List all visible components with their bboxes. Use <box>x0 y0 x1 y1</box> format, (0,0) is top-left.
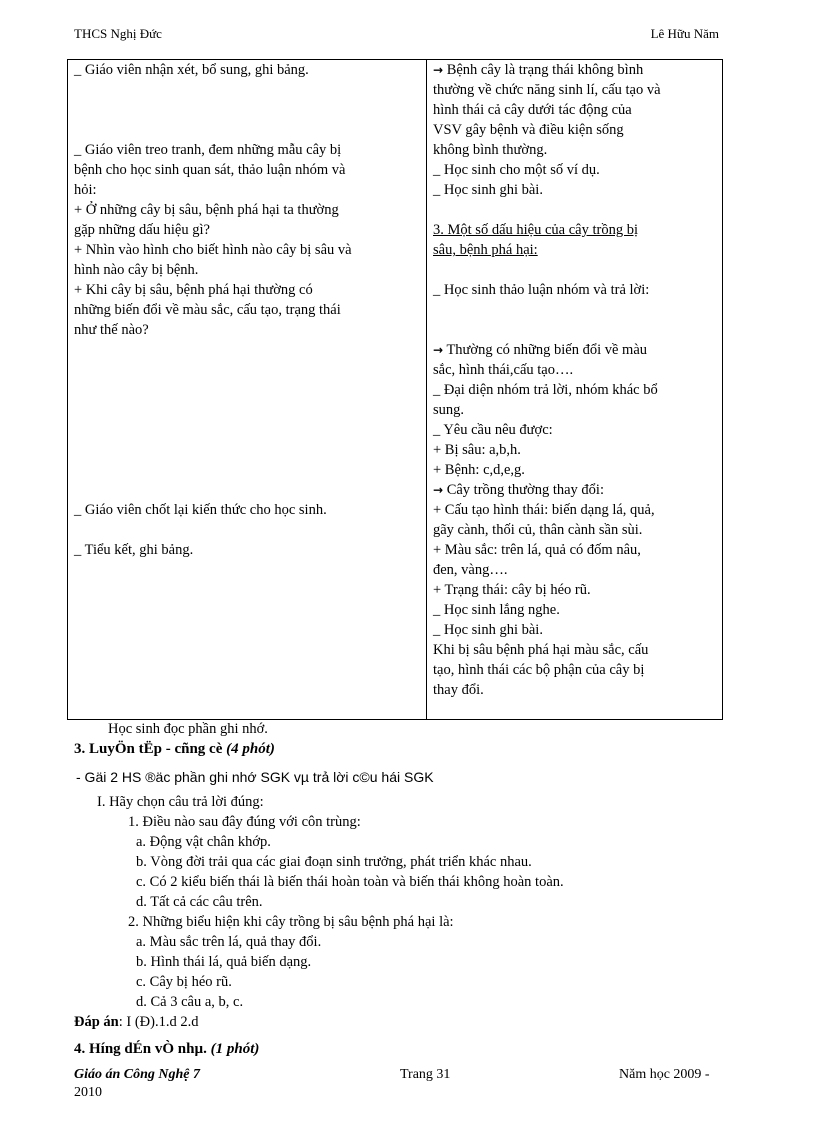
right-line: + Cấu tạo hình thái: biến dạng lá, quả, <box>433 502 655 518</box>
section-heading: sâu, bệnh phá hại: <box>433 242 538 258</box>
right-line: _ Học sinh cho một số ví dụ. <box>433 162 600 178</box>
left-line: + Khi cây bị sâu, bệnh phá hại thường có <box>74 282 313 298</box>
teacher-activity-cell <box>68 60 427 720</box>
right-line: không bình thường. <box>433 142 548 158</box>
right-line: → Thường có những biến đổi về màu <box>433 342 648 358</box>
lesson-table <box>67 59 723 720</box>
right-line: + Trạng thái: cây bị héo rũ. <box>433 582 591 598</box>
q2-option: a. Màu sắc trên lá, quả thay đổi. <box>136 934 322 950</box>
right-line: hình thái cả cây dưới tác động của <box>433 102 632 118</box>
header-author: Lê Hữu Năm <box>650 26 719 41</box>
left-line: _ Tiểu kết, ghi bảng. <box>74 542 194 558</box>
footer-year-end: 2010 <box>74 1085 102 1100</box>
right-line: _ Yêu cầu nêu được: <box>433 422 553 438</box>
section4-title: 4. Híng dÉn vÒ nhµ. (1 phót) <box>74 1041 260 1057</box>
q1-option: a. Động vật chân khớp. <box>136 834 271 850</box>
left-line: hỏi: <box>74 182 97 198</box>
right-line: tạo, hình thái các bộ phận của cây bị <box>433 662 645 678</box>
arrow-right-icon: → <box>433 343 444 357</box>
left-line: + Ở những cây bị sâu, bệnh phá hại ta thường <box>74 202 339 218</box>
right-line: VSV gây bệnh và điều kiện sống <box>433 122 624 138</box>
right-line: → Cây trồng thường thay đổi: <box>433 482 604 498</box>
right-line: Khi bị sâu bệnh phá hại màu sắc, cấu <box>433 642 649 658</box>
q2-option: b. Hình thái lá, quả biến dạng. <box>136 954 312 970</box>
question-1: 1. Điều nào sau đây đúng với côn trùng: <box>128 814 361 830</box>
left-line: _ Giáo viên chốt lại kiến thức cho học sinh. <box>74 502 327 518</box>
left-line: gặp những dấu hiệu gì? <box>74 222 210 238</box>
q1-option: d. Tất cả các câu trên. <box>136 894 263 910</box>
header-school: THCS Nghị Đức <box>74 26 162 41</box>
right-line: thường về chức năng sinh lí, cấu tạo và <box>433 82 661 98</box>
q2-option: d. Cả 3 câu a, b, c. <box>136 994 244 1010</box>
left-line: + Nhìn vào hình cho biết hình nào cây bị sâu và <box>74 242 352 258</box>
right-line: gãy cành, thối củ, thân cành sần sùi. <box>433 522 643 538</box>
right-line: + Bệnh: c,d,e,g. <box>433 462 525 478</box>
right-line: + Màu sắc: trên lá, quả có đốm nâu, <box>433 542 641 558</box>
left-line: _ Giáo viên treo tranh, đem những mẫu cây bị <box>74 142 342 158</box>
left-line: như thế nào? <box>74 322 149 338</box>
section-heading: 3. Một số dấu hiệu của cây trồng bị <box>433 222 638 238</box>
right-line: đen, vàng…. <box>433 562 508 578</box>
footer-school-year: Năm học 2009 - <box>619 1067 710 1082</box>
right-line: sung. <box>433 402 465 418</box>
left-line: bệnh cho học sinh quan sát, thảo luận nhóm và <box>74 162 346 178</box>
q1-option: c. Có 2 kiểu biến thái là biến thái hoàn toàn và biến thái không hoàn toàn. <box>136 874 564 890</box>
right-line: → Bệnh cây là trạng thái không bình <box>433 62 644 78</box>
arrow-right-icon: → <box>433 63 444 77</box>
note-line: Học sinh đọc phần ghi nhớ. <box>108 721 268 737</box>
right-line: _ Học sinh ghi bài. <box>433 622 543 638</box>
footer-course: Giáo án Công Nghệ 7 <box>74 1067 201 1082</box>
question-heading: I. Hãy chọn câu trả lời đúng: <box>97 794 264 810</box>
right-line: sắc, hình thái,cấu tạo…. <box>433 362 574 378</box>
q1-option: b. Vòng đời trải qua các giai đoạn sinh trưởng, phát triển khác nhau. <box>136 854 532 870</box>
right-line: _ Học sinh lắng nghe. <box>433 602 560 618</box>
right-line: _ Đại diện nhóm trả lời, nhóm khác bổ <box>433 382 658 398</box>
q2-option: c. Cây bị héo rũ. <box>136 974 232 990</box>
arrow-right-icon: → <box>433 483 444 497</box>
right-line: _ Học sinh thảo luận nhóm và trả lời: <box>433 282 650 298</box>
footer-page: Trang 31 <box>400 1067 451 1082</box>
student-activity-cell <box>427 60 723 720</box>
answer-line: Đáp án: I (Đ).1.d 2.d <box>74 1014 199 1030</box>
right-line: _ Học sinh ghi bài. <box>433 182 543 198</box>
right-line: thay đổi. <box>433 682 484 698</box>
left-line: những biến đổi về màu sắc, cấu tạo, trạng thái <box>74 302 341 318</box>
section3-instruction: - Gäi 2 HS ®äc phần ghi nhớ SGK vµ trả lời c©u hái SGK <box>76 769 434 785</box>
left-line: _ Giáo viên nhận xét, bổ sung, ghi bảng. <box>74 62 309 78</box>
right-line: + Bị sâu: a,b,h. <box>433 442 521 458</box>
section3-title: 3. LuyÖn tËp - cñng cè (4 phót) <box>74 741 275 757</box>
left-line: hình nào cây bị bệnh. <box>74 262 199 278</box>
question-2: 2. Những biểu hiện khi cây trồng bị sâu bệnh phá hại là: <box>128 914 454 930</box>
